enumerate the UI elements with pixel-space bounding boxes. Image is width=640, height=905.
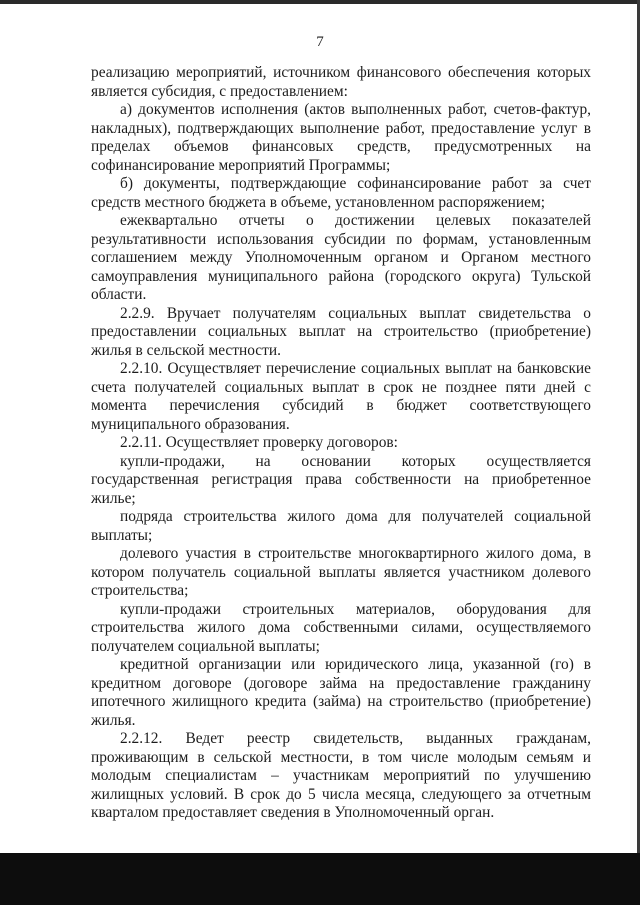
paragraph-contract-construction: подряда строительства жилого дома для получателей социальной выплаты; xyxy=(91,508,591,544)
paragraph-contract-shared: долевого участия в строительстве многоквартирного жилого дома, в котором получатель социальной выплаты является участником долевого строительства; xyxy=(91,545,591,599)
paragraph-contract-credit: кредитной организации или юридического лица, указанной (го) в кредитном договоре (договоре займа на предоставление гражданину ипотечного жилищного кредита (займа) на строительство (приобретение) жилья. xyxy=(91,656,591,729)
paragraph-2-2-11: 2.2.11. Осуществляет проверку договоров: xyxy=(120,434,398,451)
paragraph-2-2-9: 2.2.9. Вручает получателям социальных выплат свидетельства о предоставлении социальных выплат на строительство (приобретение) жилья в сельской местности. xyxy=(91,304,591,359)
paragraph-contract-purchase: купли-продажи, на основании которых осуществляется государственная регистрация права собственности на приобретенное жилье; xyxy=(91,452,591,507)
paragraph-item-b: б) документы, подтверждающие софинансирование работ за счет средств местного бюджета в объеме, установленном распоряжением; xyxy=(91,175,591,211)
scan-edge-top xyxy=(0,0,640,4)
page-number: 7 xyxy=(316,34,324,50)
paragraph-subsidy-intro: реализацию мероприятий, источником финансового обеспечения которых является субсидия, с предоставлением: xyxy=(91,64,591,100)
paragraph-item-a: а) документов исполнения (актов выполненных работ, счетов-фактур, накладных), подтверждающих выполнение работ, предоставление услуг в пределах объемов финансовых средств, предусмотренных на софинансирование мероприятий Программы; xyxy=(91,101,591,174)
paragraph-2-2-12: 2.2.12. Ведет реестр свидетельств, выданных гражданам, проживающим в сельской местности, в том числе молодым семьям и молодым специалистам – участникам мероприятий по улучшению жилищных условий. В срок до 5 числа месяца, следующего за отчетным кварталом предоставляет сведения в Уполномоченный орган. xyxy=(91,730,591,821)
scan-edge-bottom xyxy=(0,853,640,905)
paragraph-contract-materials: купли-продажи строительных материалов, оборудования для строительства жилого дома собственными силами, осуществляемого получателем социальной выплаты; xyxy=(91,600,591,655)
paragraph-quarterly-reports: ежеквартально отчеты о достижении целевых показателей результативности использования субсидии по формам, установленным соглашением между Уполномоченным органом и Органом местного самоуправления муниципального района (городского округа) Тульской области. xyxy=(91,212,591,303)
paragraph-2-2-10: 2.2.10. Осуществляет перечисление социальных выплат на банковские счета получателей социальных выплат в срок не позднее пяти дней с момента перечисления субсидий в бюджет соответствующего муниципального образования. xyxy=(91,360,591,433)
document-body xyxy=(91,64,591,823)
